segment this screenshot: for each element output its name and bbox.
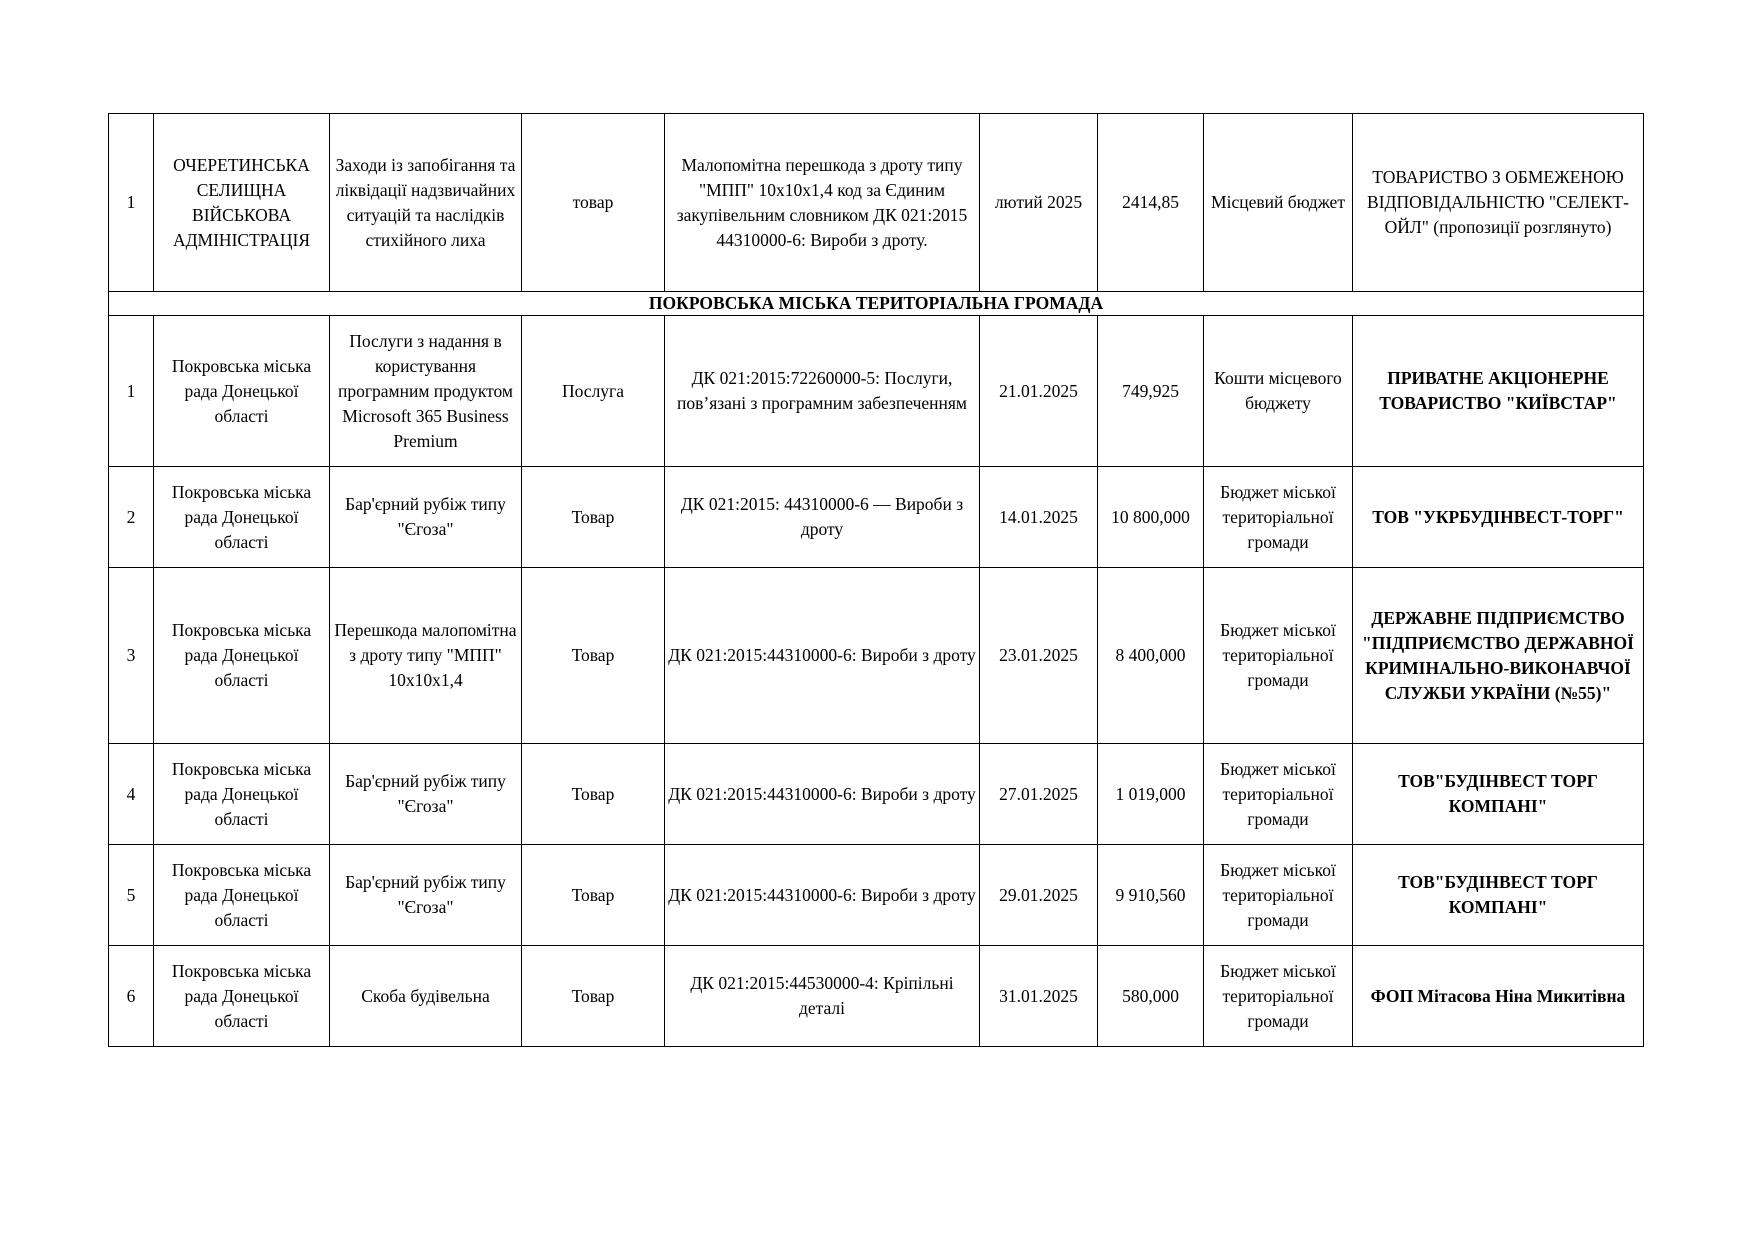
- date-cell: 31.01.2025: [980, 946, 1098, 1047]
- customer-cell: Покровська міська рада Донецької області: [154, 744, 330, 845]
- type-cell: Товар: [522, 744, 665, 845]
- source-cell: Бюджет міської територіальної громади: [1204, 744, 1353, 845]
- supplier-cell: ТОВ"БУДІНВЕСТ ТОРГ КОМПАНІ": [1353, 845, 1644, 946]
- table-row: [109, 568, 1644, 744]
- program-cell: Бар'єрний рубіж типу "Єгоза": [330, 467, 522, 568]
- amount-cell: 749,925: [1098, 316, 1204, 467]
- section-title: ПОКРОВСЬКА МІСЬКА ТЕРИТОРІАЛЬНА ГРОМАДА: [109, 292, 1644, 316]
- type-cell: Товар: [522, 946, 665, 1047]
- customer-cell: Покровська міська рада Донецької області: [154, 845, 330, 946]
- source-cell: Кошти місцевого бюджету: [1204, 316, 1353, 467]
- type-cell: Товар: [522, 467, 665, 568]
- supplier-cell: ДЕРЖАВНЕ ПІДПРИЄМСТВО "ПІДПРИЄМСТВО ДЕРЖАВНОЇ КРИМІНАЛЬНО-ВИКОНАВЧОЇ СЛУЖБИ УКРАЇНИ (№55)": [1353, 568, 1644, 744]
- amount-cell: 10 800,000: [1098, 467, 1204, 568]
- date-cell: лютий 2025: [980, 114, 1098, 292]
- section-row: [109, 292, 1644, 316]
- supplier-cell: [1353, 114, 1644, 292]
- date-cell: 23.01.2025: [980, 568, 1098, 744]
- supplier-cell: ТОВ "УКРБУДІНВЕСТ-ТОРГ": [1353, 467, 1644, 568]
- table-row: [109, 316, 1644, 467]
- table-row: [109, 946, 1644, 1047]
- customer-cell: Покровська міська рада Донецької області: [154, 316, 330, 467]
- source-cell: Бюджет міської територіальної громади: [1204, 946, 1353, 1047]
- subject-cell: ДК 021:2015:44310000-6: Вироби з дроту: [665, 845, 980, 946]
- row-number: 3: [109, 568, 154, 744]
- program-cell: Послуги з надання в користування програмним продуктом Microsoft 365 Business Premium: [330, 316, 522, 467]
- date-cell: 14.01.2025: [980, 467, 1098, 568]
- type-cell: товар: [522, 114, 665, 292]
- type-cell: Товар: [522, 568, 665, 744]
- row-number: 5: [109, 845, 154, 946]
- customer-cell: Покровська міська рада Донецької області: [154, 946, 330, 1047]
- type-cell: Послуга: [522, 316, 665, 467]
- subject-cell: ДК 021:2015:44310000-6: Вироби з дроту: [665, 568, 980, 744]
- supplier-note: (пропозиції розглянуто): [1428, 217, 1612, 237]
- program-cell: Бар'єрний рубіж типу "Єгоза": [330, 845, 522, 946]
- supplier-cell: ТОВ"БУДІНВЕСТ ТОРГ КОМПАНІ": [1353, 744, 1644, 845]
- date-cell: 27.01.2025: [980, 744, 1098, 845]
- row-number: 1: [109, 114, 154, 292]
- supplier-name: ТОВАРИСТВО З ОБМЕЖЕНОЮ ВІДПОВІДАЛЬНІСТЮ "СЕЛЕКТ-ОЙЛ": [1367, 167, 1629, 237]
- type-cell: Товар: [522, 845, 665, 946]
- row-number: 1: [109, 316, 154, 467]
- program-cell: Бар'єрний рубіж типу "Єгоза": [330, 744, 522, 845]
- subject-cell: ДК 021:2015:72260000-5: Послуги, пов’язані з програмним забезпеченням: [665, 316, 980, 467]
- subject-cell: Малопомітна перешкода з дроту типу "МПП" 10х10х1,4 код за Єдиним закупівельним словником ДК 021:2015 44310000-6: Вироби з дроту.: [665, 114, 980, 292]
- subject-cell: ДК 021:2015:44310000-6: Вироби з дроту: [665, 744, 980, 845]
- program-cell: Скоба будівельна: [330, 946, 522, 1047]
- table-row: [109, 744, 1644, 845]
- program-cell: Перешкода малопомітна з дроту типу "МПП" 10х10х1,4: [330, 568, 522, 744]
- amount-cell: 2414,85: [1098, 114, 1204, 292]
- subject-cell: ДК 021:2015: 44310000-6 — Вироби з дроту: [665, 467, 980, 568]
- row-number: 2: [109, 467, 154, 568]
- table-row: [109, 114, 1644, 292]
- supplier-cell: ФОП Мітасова Ніна Микитівна: [1353, 946, 1644, 1047]
- customer-cell: Покровська міська рада Донецької області: [154, 568, 330, 744]
- subject-cell: ДК 021:2015:44530000-4: Кріпільні деталі: [665, 946, 980, 1047]
- supplier-cell: ПРИВАТНЕ АКЦІОНЕРНЕ ТОВАРИСТВО "КИЇВСТАР": [1353, 316, 1644, 467]
- amount-cell: 8 400,000: [1098, 568, 1204, 744]
- date-cell: 29.01.2025: [980, 845, 1098, 946]
- table-row: [109, 845, 1644, 946]
- amount-cell: 9 910,560: [1098, 845, 1204, 946]
- row-number: 4: [109, 744, 154, 845]
- date-cell: 21.01.2025: [980, 316, 1098, 467]
- source-cell: Бюджет міської територіальної громади: [1204, 845, 1353, 946]
- row-number: 6: [109, 946, 154, 1047]
- table-row: [109, 467, 1644, 568]
- source-cell: Місцевий бюджет: [1204, 114, 1353, 292]
- procurement-table: [108, 113, 1644, 1047]
- amount-cell: 1 019,000: [1098, 744, 1204, 845]
- source-cell: Бюджет міської територіальної громади: [1204, 467, 1353, 568]
- amount-cell: 580,000: [1098, 946, 1204, 1047]
- program-cell: Заходи із запобігання та ліквідації надзвичайних ситуацій та наслідків стихійного лиха: [330, 114, 522, 292]
- customer-cell: Покровська міська рада Донецької області: [154, 467, 330, 568]
- customer-cell: ОЧЕРЕТИНСЬКА СЕЛИЩНА ВІЙСЬКОВА АДМІНІСТРАЦІЯ: [154, 114, 330, 292]
- source-cell: Бюджет міської територіальної громади: [1204, 568, 1353, 744]
